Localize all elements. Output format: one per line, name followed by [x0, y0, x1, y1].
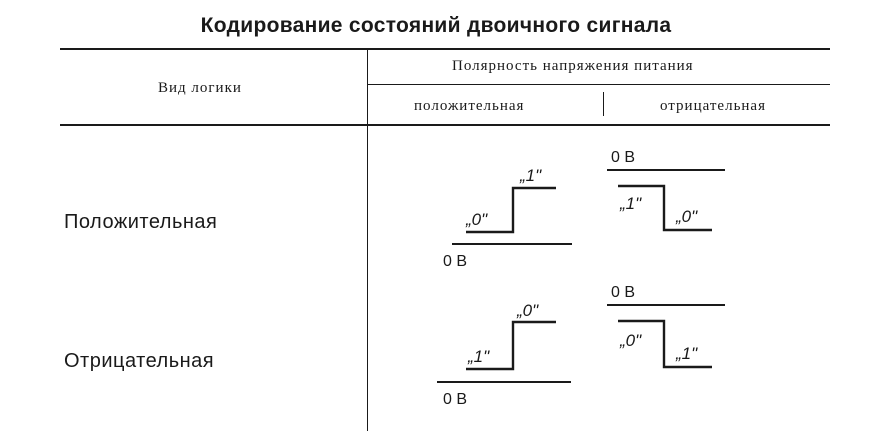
diagram-negative-logic-negative-supply	[607, 284, 725, 367]
ground-label: 0 В	[611, 284, 636, 301]
row-label-positive: Положительная	[64, 211, 218, 233]
ground-label: 0 В	[443, 253, 468, 270]
ground-label: 0 В	[443, 391, 468, 408]
header-logic-type: Вид логики	[158, 80, 242, 96]
diagram-positive-logic-positive-supply	[443, 166, 572, 270]
high-level-label: „0"	[517, 301, 539, 320]
header-polarity: Полярность напряжения питания	[452, 58, 694, 74]
high-level-label: „0"	[620, 331, 642, 350]
low-level-label: „1"	[676, 344, 698, 363]
table-title: Кодирование состояний двоичного сигнала	[200, 14, 672, 37]
header-negative: отрицательная	[660, 98, 766, 114]
low-level-label: „0"	[676, 207, 698, 226]
ground-label: 0 В	[611, 149, 636, 166]
low-level-label: „0"	[466, 210, 488, 229]
low-level-label: „1"	[468, 347, 490, 366]
high-level-label: „1"	[620, 194, 642, 213]
header-positive: положительная	[414, 98, 525, 114]
high-level-label: „1"	[520, 166, 542, 185]
diagram-positive-logic-negative-supply	[607, 149, 725, 230]
row-label-negative: Отрицательная	[64, 350, 215, 372]
diagram-negative-logic-positive-supply	[437, 301, 571, 408]
